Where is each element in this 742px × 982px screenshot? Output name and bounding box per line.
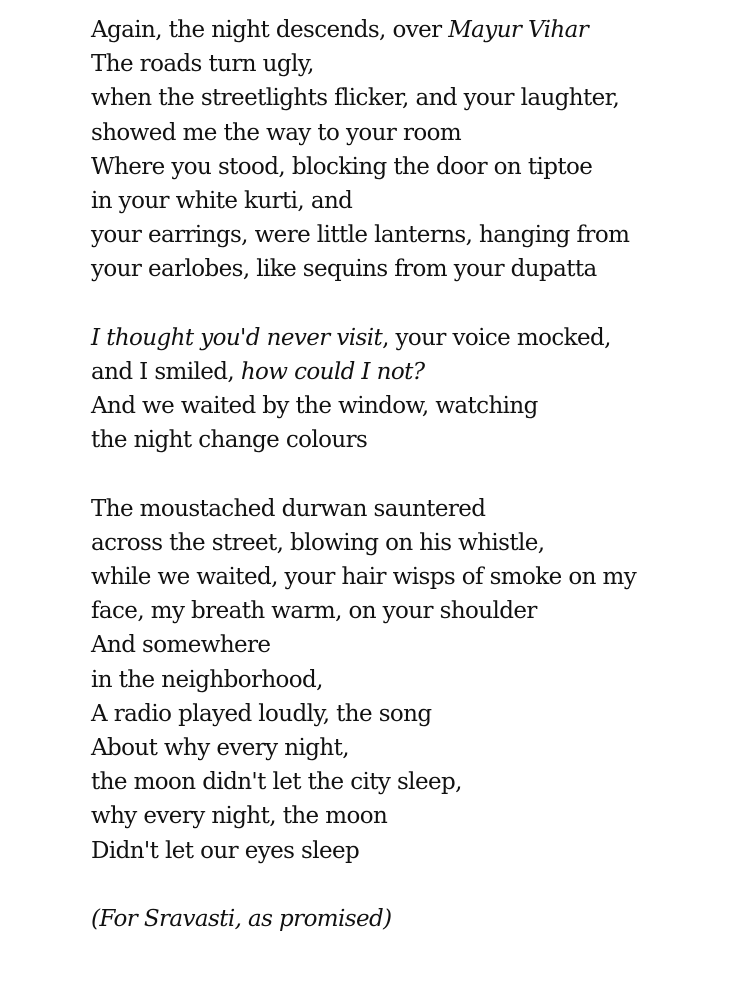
poem-line-text: Again, the night descends, over <box>91 17 449 43</box>
poem-line: the night change colours <box>91 427 368 454</box>
stanza-break <box>91 287 731 321</box>
poem-line: when the streetlights flicker, and your laughter, <box>91 85 620 112</box>
place-name-italic: Mayur Vihar <box>448 17 589 43</box>
poem-line: And somewhere <box>91 632 271 659</box>
poem-line: showed me the way to your room <box>91 119 462 146</box>
poem-line: face, my breath warm, on your shoulder <box>91 598 537 625</box>
poem-line: A radio played loudly, the song <box>91 700 432 727</box>
poem-line <box>91 355 731 389</box>
poem-line: Didn't let our eyes sleep <box>91 837 360 864</box>
dedication: (For Sravasti, as promised) <box>91 905 392 932</box>
quoted-speech-italic: how could I not? <box>240 358 425 385</box>
poem-line: Where you stood, blocking the door on tiptoe <box>91 153 593 180</box>
poem-line: your earrings, were little lanterns, hanging from <box>91 222 630 249</box>
poem-line: in the neighborhood, <box>91 666 323 693</box>
poem-line <box>91 13 731 47</box>
poem-body <box>91 13 731 936</box>
poem-line: in your white kurti, and <box>91 187 353 214</box>
stanza-3 <box>91 492 731 868</box>
stanza-2 <box>91 321 731 458</box>
quoted-speech-italic: I thought you'd never visit <box>91 324 383 351</box>
poem-line: And we waited by the window, watching <box>91 393 538 420</box>
poem-line: The moustached durwan sauntered <box>91 495 486 522</box>
poem-line-text: , your voice mocked, <box>382 324 611 351</box>
poem-line <box>91 321 731 355</box>
poem-line: while we waited, your hair wisps of smoke on my <box>91 564 637 590</box>
poem-line: the moon didn't let the city sleep, <box>91 769 462 796</box>
stanza-break <box>91 868 731 902</box>
poem-line: your earlobes, like sequins from your dupatta <box>91 256 597 283</box>
poem-line: why every night, the moon <box>91 803 388 830</box>
poem-line: across the street, blowing on his whistle, <box>91 529 545 556</box>
stanza-break <box>91 457 731 491</box>
poem-line-text: and I smiled, <box>91 358 241 385</box>
stanza-1 <box>91 13 731 287</box>
poem-line: About why every night, <box>91 734 349 761</box>
poem-line: The roads turn ugly, <box>91 51 314 78</box>
